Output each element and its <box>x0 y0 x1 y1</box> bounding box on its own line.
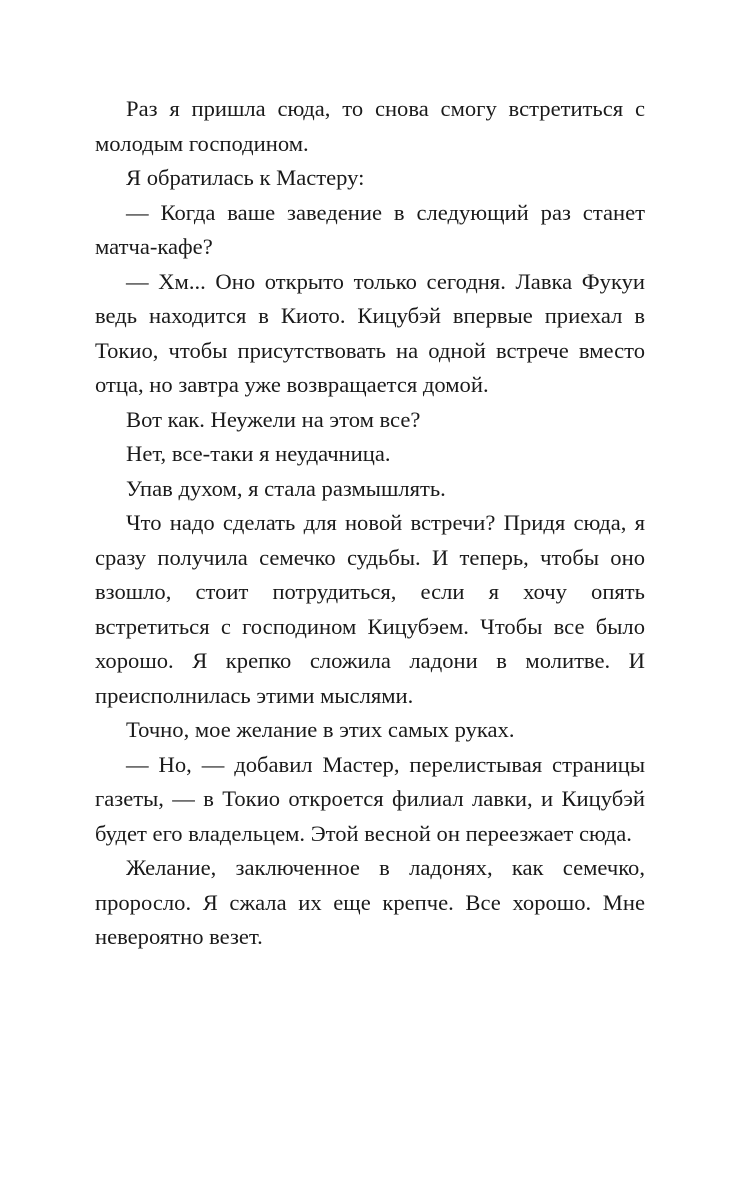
paragraph: Нет, все-таки я неудачница. <box>126 441 391 466</box>
paragraph: Раз я пришла сюда, то снова смогу встретиться с молодым господином. <box>95 96 645 156</box>
paragraph: Точно, мое желание в этих самых руках. <box>126 717 515 742</box>
paragraph: Вот как. Неужели на этом все? <box>126 406 421 432</box>
paragraph: Я обратилась к Мастеру: <box>126 165 365 190</box>
paragraph: — Но, — добавил Мастер, перелистывая страницы газеты, — в Токио откроется филиал лавки, и Кицубэй будет его владельцем. Этой весной он переезжает сюда. <box>95 751 645 846</box>
paragraph: — Когда ваше заведение в следующий раз станет матча-кафе? <box>95 199 645 259</box>
paragraph: Что надо сделать для новой встречи? Придя сюда, я сразу получила семечко судьбы. И теперь, чтобы оно взошло, стоит потрудиться, если я хочу опять встретиться с господином Кицубэем. Чтобы все было хорошо. Я крепко сложила ладони в молитве. И преисполнилась этими мыслями. <box>95 510 645 708</box>
paragraph: Упав духом, я стала размышлять. <box>126 475 446 501</box>
paragraph: — Хм... Оно открыто только сегодня. Лавка Фукуи ведь находится в Киото. Кицубэй впервые приехал в Токио, чтобы присутствовать на одной встрече вместо отца, но завтра уже возвращается домой. <box>95 268 645 397</box>
book-page-text <box>95 92 645 955</box>
paragraph: Желание, заключенное в ладонях, как семечко, проросло. Я сжала их еще крепче. Все хорошо. Мне невероятно везет. <box>95 855 645 949</box>
